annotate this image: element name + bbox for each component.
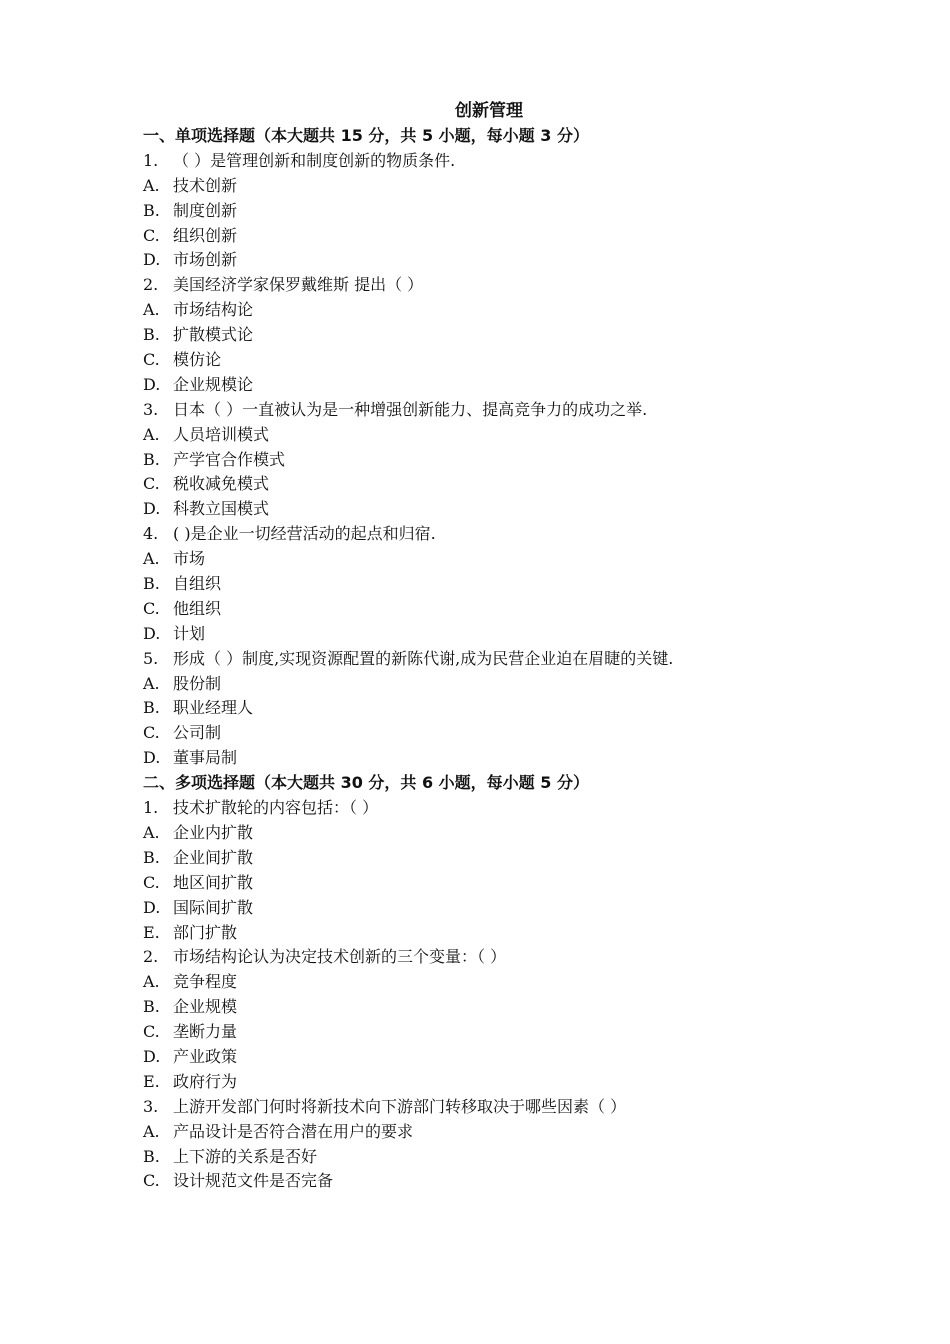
question-stem <box>143 149 843 174</box>
answer-option <box>143 1145 843 1170</box>
option-text: 地区间扩散 <box>173 872 254 892</box>
option-text: 垄断力量 <box>173 1022 238 1042</box>
answer-option <box>143 597 843 622</box>
answer-option <box>143 472 843 497</box>
option-text: 企业间扩散 <box>173 847 254 867</box>
question-text: 形成（ ）制度,实现资源配置的新陈代谢,成为民营企业迫在眉睫的关键. <box>173 648 674 668</box>
question-number: 3. <box>143 399 159 419</box>
option-key: C. <box>143 474 160 494</box>
question-stem <box>143 398 843 423</box>
option-text: 技术创新 <box>173 175 238 195</box>
option-key: C. <box>143 225 160 245</box>
question-stem <box>143 1095 843 1120</box>
answer-option <box>143 224 843 249</box>
document-content <box>143 124 843 1194</box>
question-text: 美国经济学家保罗戴维斯 提出（ ） <box>173 275 424 295</box>
question-stem <box>143 522 843 547</box>
option-key: A. <box>143 549 160 569</box>
option-key: D. <box>143 748 161 768</box>
option-text: 模仿论 <box>173 350 222 370</box>
option-key: D. <box>143 897 161 917</box>
option-text: 计划 <box>173 623 206 643</box>
option-text: 税收减免模式 <box>173 474 270 494</box>
option-key: A. <box>143 175 160 195</box>
option-text: 市场 <box>173 549 206 569</box>
option-key: B. <box>143 449 160 469</box>
option-key: D. <box>143 623 161 643</box>
answer-option <box>143 323 843 348</box>
section-heading: 一、单项选择题（本大题共 15 分，共 5 小题，每小题 3 分） <box>143 126 589 145</box>
answer-option <box>143 721 843 746</box>
answer-option <box>143 1120 843 1145</box>
option-text: 上下游的关系是否好 <box>173 1146 318 1166</box>
answer-option <box>143 622 843 647</box>
option-text: 董事局制 <box>173 748 238 768</box>
option-text: 职业经理人 <box>173 698 254 718</box>
option-text: 扩散模式论 <box>173 325 254 345</box>
answer-option <box>143 921 843 946</box>
option-text: 政府行为 <box>173 1071 238 1091</box>
option-key: D. <box>143 374 161 394</box>
option-text: 部门扩散 <box>173 922 238 942</box>
answer-option <box>143 696 843 721</box>
option-key: B. <box>143 698 160 718</box>
question-stem <box>143 647 843 672</box>
answer-option <box>143 746 843 771</box>
option-text: 制度创新 <box>173 200 238 220</box>
option-key: D. <box>143 250 161 270</box>
question-stem <box>143 273 843 298</box>
option-key: B. <box>143 574 160 594</box>
question-text: 日本（ ）一直被认为是一种增强创新能力、提高竞争力的成功之举. <box>173 399 648 419</box>
option-key: C. <box>143 1022 160 1042</box>
option-text: 国际间扩散 <box>173 897 254 917</box>
answer-option <box>143 497 843 522</box>
option-text: 竞争程度 <box>173 972 238 992</box>
answer-option <box>143 970 843 995</box>
option-key: E. <box>143 922 160 942</box>
option-key: B. <box>143 997 160 1017</box>
option-key: A. <box>143 972 160 992</box>
answer-option <box>143 1045 843 1070</box>
question-number: 5. <box>143 648 159 668</box>
document-page <box>143 98 843 1194</box>
option-text: 企业规模论 <box>173 374 254 394</box>
option-key: C. <box>143 598 160 618</box>
answer-option <box>143 1020 843 1045</box>
option-text: 市场结构论 <box>173 300 254 320</box>
option-key: C. <box>143 350 160 370</box>
option-text: 人员培训模式 <box>173 424 270 444</box>
option-key: A. <box>143 1121 160 1141</box>
answer-option <box>143 423 843 448</box>
option-text: 股份制 <box>173 673 222 693</box>
answer-option <box>143 373 843 398</box>
question-number: 1. <box>143 798 159 818</box>
answer-option <box>143 199 843 224</box>
answer-option <box>143 1169 843 1194</box>
option-key: D. <box>143 1046 161 1066</box>
answer-option <box>143 1070 843 1095</box>
question-text: ( )是企业一切经营活动的起点和归宿. <box>173 524 436 544</box>
option-key: B. <box>143 325 160 345</box>
option-key: A. <box>143 300 160 320</box>
option-key: B. <box>143 847 160 867</box>
option-text: 产业政策 <box>173 1046 238 1066</box>
option-text: 产品设计是否符合潜在用户的要求 <box>173 1121 414 1141</box>
question-number: 4. <box>143 524 159 544</box>
answer-option <box>143 348 843 373</box>
question-text: 市场结构论认为决定技术创新的三个变量：（ ） <box>173 947 507 967</box>
question-text: （ ）是管理创新和制度创新的物质条件. <box>173 150 456 170</box>
answer-option <box>143 174 843 199</box>
option-text: 组织创新 <box>173 225 238 245</box>
question-number: 2. <box>143 275 159 295</box>
question-text: 上游开发部门何时将新技术向下游部门转移取决于哪些因素（ ） <box>173 1096 627 1116</box>
option-text: 企业内扩散 <box>173 822 254 842</box>
question-stem <box>143 796 843 821</box>
option-key: B. <box>143 200 160 220</box>
answer-option <box>143 298 843 323</box>
answer-option <box>143 995 843 1020</box>
answer-option <box>143 672 843 697</box>
option-key: B. <box>143 1146 160 1166</box>
answer-option <box>143 547 843 572</box>
question-stem <box>143 945 843 970</box>
document-title: 创新管理 <box>455 101 523 121</box>
answer-option <box>143 846 843 871</box>
answer-option <box>143 572 843 597</box>
option-text: 企业规模 <box>173 997 238 1017</box>
question-text: 技术扩散轮的内容包括：（ ） <box>173 798 379 818</box>
option-text: 设计规范文件是否完备 <box>173 1171 334 1191</box>
option-key: D. <box>143 499 161 519</box>
answer-option <box>143 448 843 473</box>
option-key: C. <box>143 723 160 743</box>
option-key: C. <box>143 1171 160 1191</box>
option-text: 科教立国模式 <box>173 499 270 519</box>
option-text: 自组织 <box>173 574 222 594</box>
answer-option <box>143 871 843 896</box>
answer-option <box>143 896 843 921</box>
option-text: 市场创新 <box>173 250 238 270</box>
option-key: E. <box>143 1071 160 1091</box>
question-number: 2. <box>143 947 159 967</box>
option-key: A. <box>143 822 160 842</box>
answer-option <box>143 248 843 273</box>
question-number: 1. <box>143 150 159 170</box>
section-heading: 二、多项选择题（本大题共 30 分，共 6 小题，每小题 5 分） <box>143 773 589 793</box>
option-key: A. <box>143 424 160 444</box>
option-text: 产学官合作模式 <box>173 449 286 469</box>
option-key: A. <box>143 673 160 693</box>
option-text: 公司制 <box>173 723 222 743</box>
option-text: 他组织 <box>173 598 222 618</box>
answer-option <box>143 821 843 846</box>
question-number: 3. <box>143 1096 159 1116</box>
option-key: C. <box>143 872 160 892</box>
